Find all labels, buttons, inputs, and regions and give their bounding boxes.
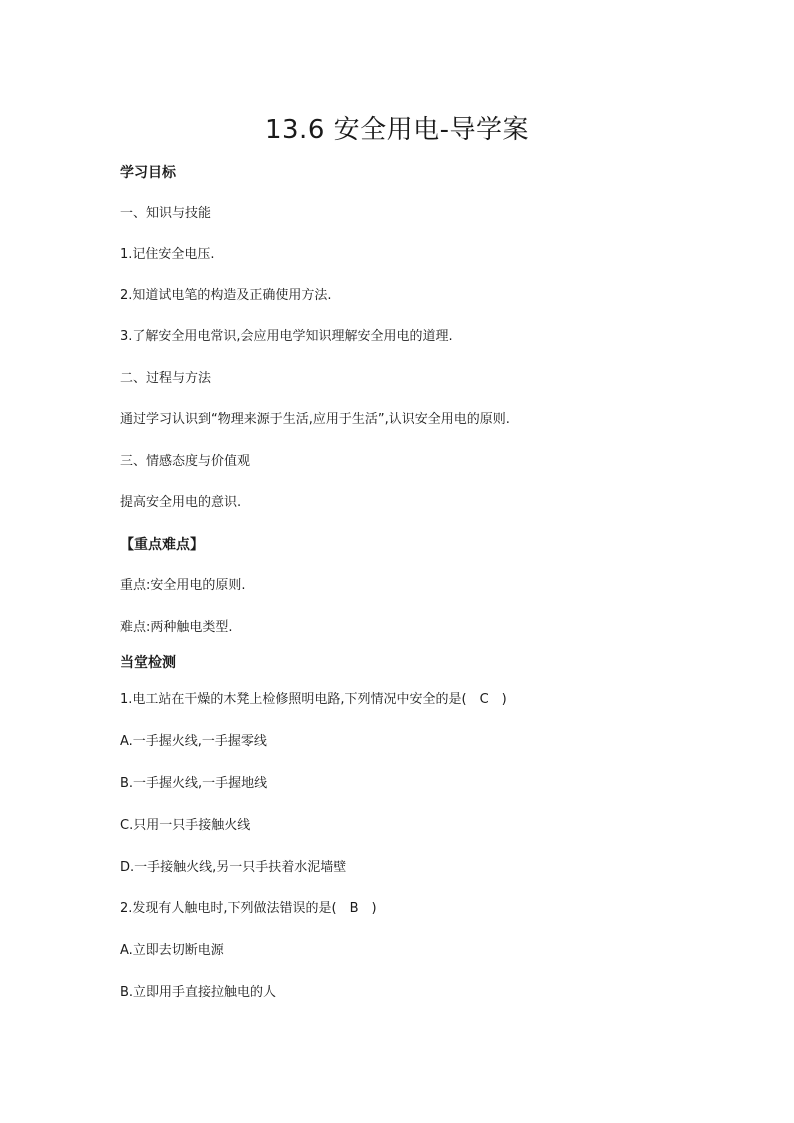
knowledge-item: 2.知道试电笔的构造及正确使用方法.	[120, 288, 332, 303]
emotion-heading: 三、情感态度与价值观	[120, 454, 251, 469]
emotion-text: 提高安全用电的意识.	[120, 495, 242, 510]
document-title: 13.6 安全用电-导学案	[264, 115, 530, 145]
question-option: B.一手握火线,一手握地线	[120, 776, 268, 791]
difficulty-text: 难点:两种触电类型.	[120, 620, 233, 635]
knowledge-item: 3.了解安全用电常识,会应用电学知识理解安全用电的道理.	[120, 329, 453, 344]
question-stem: 1.电工站在干燥的木凳上检修照明电路,下列情况中安全的是( C )	[120, 692, 507, 707]
knowledge-item: 1.记住安全电压.	[120, 247, 215, 262]
test-heading: 当堂检测	[120, 655, 176, 671]
process-text: 通过学习认识到“物理来源于生活,应用于生活”,认识安全用电的原则.	[120, 412, 510, 427]
question-stem: 2.发现有人触电时,下列做法错误的是( B )	[120, 901, 377, 916]
learning-goals-heading: 学习目标	[120, 165, 176, 181]
question-option: C.只用一只手接触火线	[120, 818, 251, 833]
knowledge-heading: 一、知识与技能	[120, 206, 212, 221]
question-option: A.一手握火线,一手握零线	[120, 734, 267, 749]
key-points-heading: 【重点难点】	[120, 537, 204, 553]
question-option: D.一手接触火线,另一只手扶着水泥墙壁	[120, 860, 347, 875]
key-point-text: 重点:安全用电的原则.	[120, 578, 246, 593]
question-option: B.立即用手直接拉触电的人	[120, 985, 277, 1000]
process-heading: 二、过程与方法	[120, 371, 212, 386]
question-option: A.立即去切断电源	[120, 943, 224, 958]
